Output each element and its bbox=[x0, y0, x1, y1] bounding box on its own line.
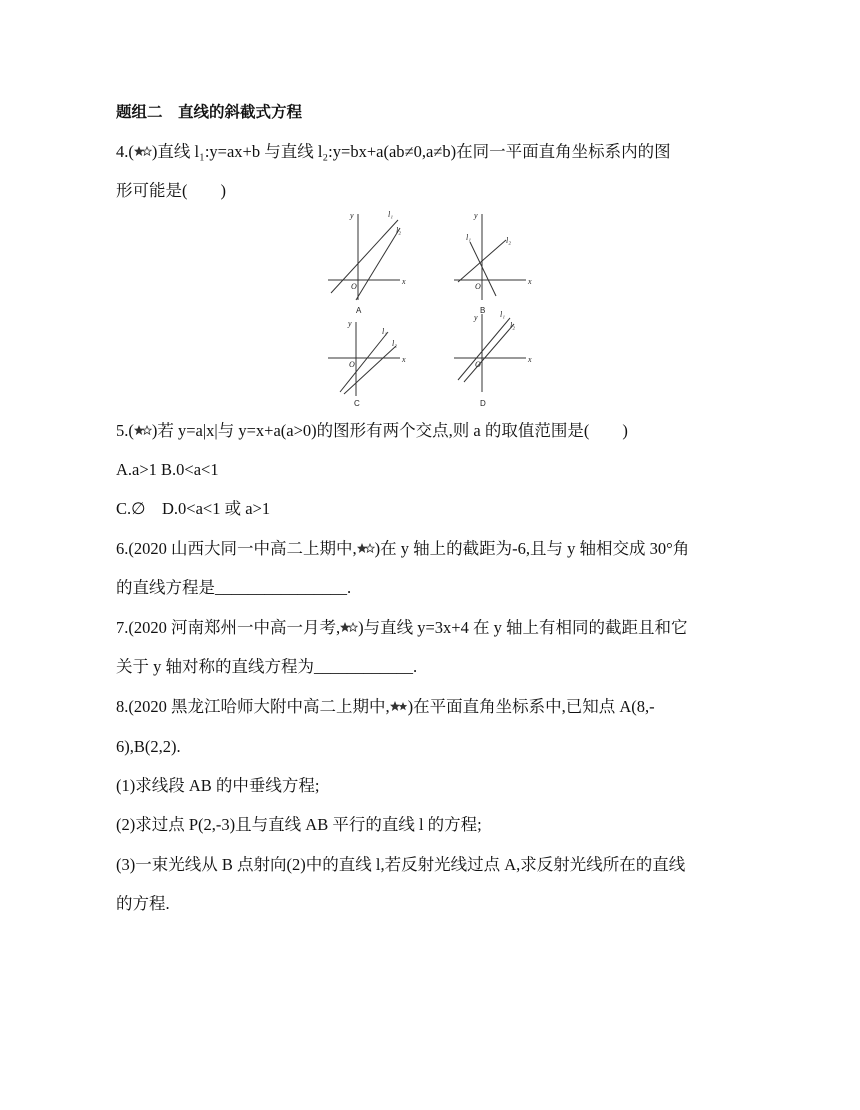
question-8-line-2: 6),B(2,2). bbox=[116, 737, 181, 756]
question-8-part-2: (2)求过点 P(2,-3)且与直线 AB 平行的直线 l 的方程; bbox=[116, 815, 482, 834]
origin-label: O bbox=[349, 360, 355, 369]
l2-label: l₂ bbox=[396, 226, 402, 235]
question-8-source: 8.(2020 黑龙江哈师大附中高二上期中, bbox=[116, 697, 390, 716]
y-label: y bbox=[348, 319, 352, 328]
figure-c bbox=[326, 316, 406, 408]
line-l2 bbox=[344, 346, 396, 394]
question-8-part-3-line-2: 的方程. bbox=[116, 894, 170, 913]
question-7-source: 7.(2020 河南郑州一中高一月考, bbox=[116, 618, 341, 637]
x-label: x bbox=[402, 277, 406, 286]
question-7-line-2: 关于 y 轴对称的直线方程为____________. bbox=[116, 657, 418, 676]
l1-label: l₁ bbox=[382, 327, 388, 336]
origin-label: O bbox=[475, 282, 481, 291]
y-label: y bbox=[474, 313, 478, 322]
figure-d bbox=[452, 308, 532, 408]
difficulty-star-icon bbox=[134, 146, 152, 158]
caption-d: D bbox=[480, 399, 486, 408]
question-5-stem: )若 y=a|x|与 y=x+a(a>0)的图形有两个交点,则 a 的取值范围是( ) bbox=[151, 421, 628, 440]
difficulty-star-icon bbox=[357, 543, 375, 555]
y-label: y bbox=[474, 211, 478, 220]
section-heading: 题组二 直线的斜截式方程 bbox=[116, 103, 303, 121]
question-5-options-ab: A.a>1 B.0<a<1 bbox=[116, 460, 219, 479]
origin-label: O bbox=[475, 360, 481, 369]
question-6-line-2: 的直线方程是________________. bbox=[116, 578, 352, 597]
question-7-stem: )与直线 y=3x+4 在 y 轴上有相同的截距且和它 bbox=[358, 618, 688, 637]
difficulty-star-icon bbox=[134, 425, 152, 437]
l1-label: l₁ bbox=[466, 233, 472, 242]
question-8-stem: )在平面直角坐标系中,已知点 A(8,- bbox=[407, 697, 655, 716]
question-6-line-1 bbox=[116, 538, 689, 560]
question-5-prefix: 5.( bbox=[116, 421, 134, 440]
difficulty-star-icon bbox=[340, 622, 358, 634]
question-8-line-1 bbox=[116, 696, 655, 718]
l1-label: l₁ bbox=[388, 210, 394, 219]
line-l2 bbox=[356, 228, 400, 300]
line-l1 bbox=[331, 220, 398, 293]
line-l1 bbox=[340, 332, 388, 392]
question-5-line-1 bbox=[116, 420, 628, 442]
line-l1 bbox=[470, 242, 496, 296]
question-4-stem: )直线 l₁:y=ax+b 与直线 l₂:y=bx+a(ab≠0,a≠b)在同一平面直角坐标系内的图 bbox=[151, 142, 671, 161]
x-label: x bbox=[528, 277, 532, 286]
figure-b bbox=[452, 208, 532, 316]
question-4-prefix: 4.( bbox=[116, 142, 134, 161]
caption-a: A bbox=[356, 306, 362, 315]
origin-label: O bbox=[351, 282, 357, 291]
l2-label: l₂ bbox=[510, 321, 516, 330]
y-label: y bbox=[350, 211, 354, 220]
question-8-part-1: (1)求线段 AB 的中垂线方程; bbox=[116, 776, 320, 795]
caption-b: B bbox=[480, 306, 486, 315]
line-l1 bbox=[458, 318, 510, 380]
question-6-source: 6.(2020 山西大同一中高二上期中, bbox=[116, 539, 357, 558]
figure-a bbox=[326, 208, 406, 316]
line-l2 bbox=[464, 324, 514, 382]
l1-label: l₁ bbox=[500, 310, 506, 319]
caption-c: C bbox=[354, 399, 360, 408]
question-8-part-3-line-1: (3)一束光线从 B 点射向(2)中的直线 l,若反射光线过点 A,求反射光线所在的直线 bbox=[116, 855, 686, 874]
x-label: x bbox=[402, 355, 406, 364]
l2-label: l₂ bbox=[392, 339, 398, 348]
question-4-line-2: 形可能是( ) bbox=[116, 181, 226, 200]
question-7-line-1 bbox=[116, 617, 687, 639]
question-5-options-cd: C.∅ D.0<a<1 或 a>1 bbox=[116, 499, 271, 518]
question-4-line-1 bbox=[116, 141, 671, 163]
l2-label: l₂ bbox=[506, 236, 512, 245]
difficulty-star-icon bbox=[390, 701, 408, 713]
question-6-stem: )在 y 轴上的截距为-6,且与 y 轴相交成 30°角 bbox=[374, 539, 690, 558]
x-label: x bbox=[528, 355, 532, 364]
